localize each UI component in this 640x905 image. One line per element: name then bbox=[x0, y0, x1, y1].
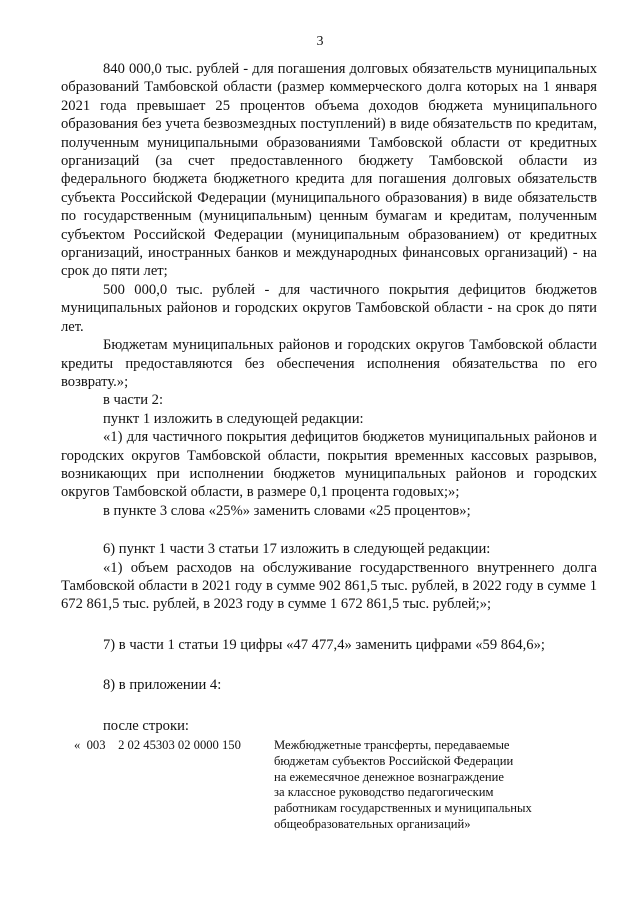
paragraph-debt-service: «1) объем расходов на обслуживание государственного внутреннего долга Тамбовской области в 2021 году в сумме 902 861,5 тыс. рублей, в 2022 году в сумме 1 672 861,5 тыс. рублей, в 2023 году в сумме 1 672 861,5 тыс. рублей;»; bbox=[61, 559, 597, 613]
paragraph-part-2: в части 2: bbox=[103, 392, 164, 409]
budget-classification-code: « 003 2 02 45303 02 0000 150 bbox=[74, 738, 241, 752]
document-body bbox=[61, 60, 597, 735]
paragraph-after-line: после строки: bbox=[103, 717, 189, 734]
description-line: Межбюджетные трансферты, передаваемые bbox=[274, 738, 510, 752]
description-line: на ежемесячное денежное вознаграждение bbox=[274, 769, 504, 784]
paragraph-amendment-8: 8) в приложении 4: bbox=[103, 677, 222, 694]
paragraph-credit-500000: 500 000,0 тыс. рублей - для частичного покрытия дефицитов бюджетов муниципальных районов и городских округов Тамбовской области - на срок до пяти лет. bbox=[61, 281, 597, 335]
description-line: за классное руководство педагогическим bbox=[274, 785, 494, 800]
description-line: работникам государственных и муниципальных bbox=[274, 801, 532, 816]
paragraph-credit-840000: 840 000,0 тыс. рублей - для погашения долговых обязательств муниципальных образований Тамбовской области (размер коммерческого долга которых на 1 января 2021 года превышает 25 процентов объема доходов бюджета муниципального образования без учета безвозмездных поступлений) в виде обязательств по кредитам, полученным муниципальными образованиями Тамбовской области от кредитных организаций (за счет предоставленного бюджету Тамбовской области из федерального бюджета бюджетного кредита для погашения долговых обязательств субъекта Российской Федерации (муниципального образования) в виде обязательств по государственным (муниципальным) ценным бумагам и кредитам, полученным субъектом Российской Федерации (муниципальным образованием) от кредитных организаций, иностранных банков и международных финансовых организаций) - на срок до пяти лет; bbox=[61, 61, 597, 280]
paragraph-amendment-7: 7) в части 1 статьи 19 цифры «47 477,4» заменить цифрами «59 864,6»; bbox=[103, 636, 545, 653]
page-number: 3 bbox=[316, 34, 324, 49]
description-line: бюджетам субъектов Российской Федерации bbox=[274, 753, 514, 768]
paragraph-item-3-replace: в пункте 3 слова «25%» заменить словами «25 процентов»; bbox=[103, 502, 471, 519]
paragraph-no-collateral: Бюджетам муниципальных районов и городских округов Тамбовской области кредиты предоставляются без обеспечения исполнения обязательства по его возврату.»; bbox=[61, 337, 597, 390]
description-line: общеобразовательных организаций» bbox=[274, 816, 471, 831]
budget-item-description bbox=[274, 738, 584, 833]
paragraph-item-1-text: «1) для частичного покрытия дефицитов бюджетов муниципальных районов и городских округов Тамбовской области, покрытия временных кассовых разрывов, возникающих при исполнении бюджетов муниципальных районов и городских округов Тамбовской области, в размере 0,1 процента годовых;»; bbox=[61, 429, 597, 501]
paragraph-item-1-edit: пункт 1 изложить в следующей редакции: bbox=[103, 410, 364, 427]
paragraph-amendment-6: 6) пункт 1 части 3 статьи 17 изложить в следующей редакции: bbox=[103, 541, 491, 558]
